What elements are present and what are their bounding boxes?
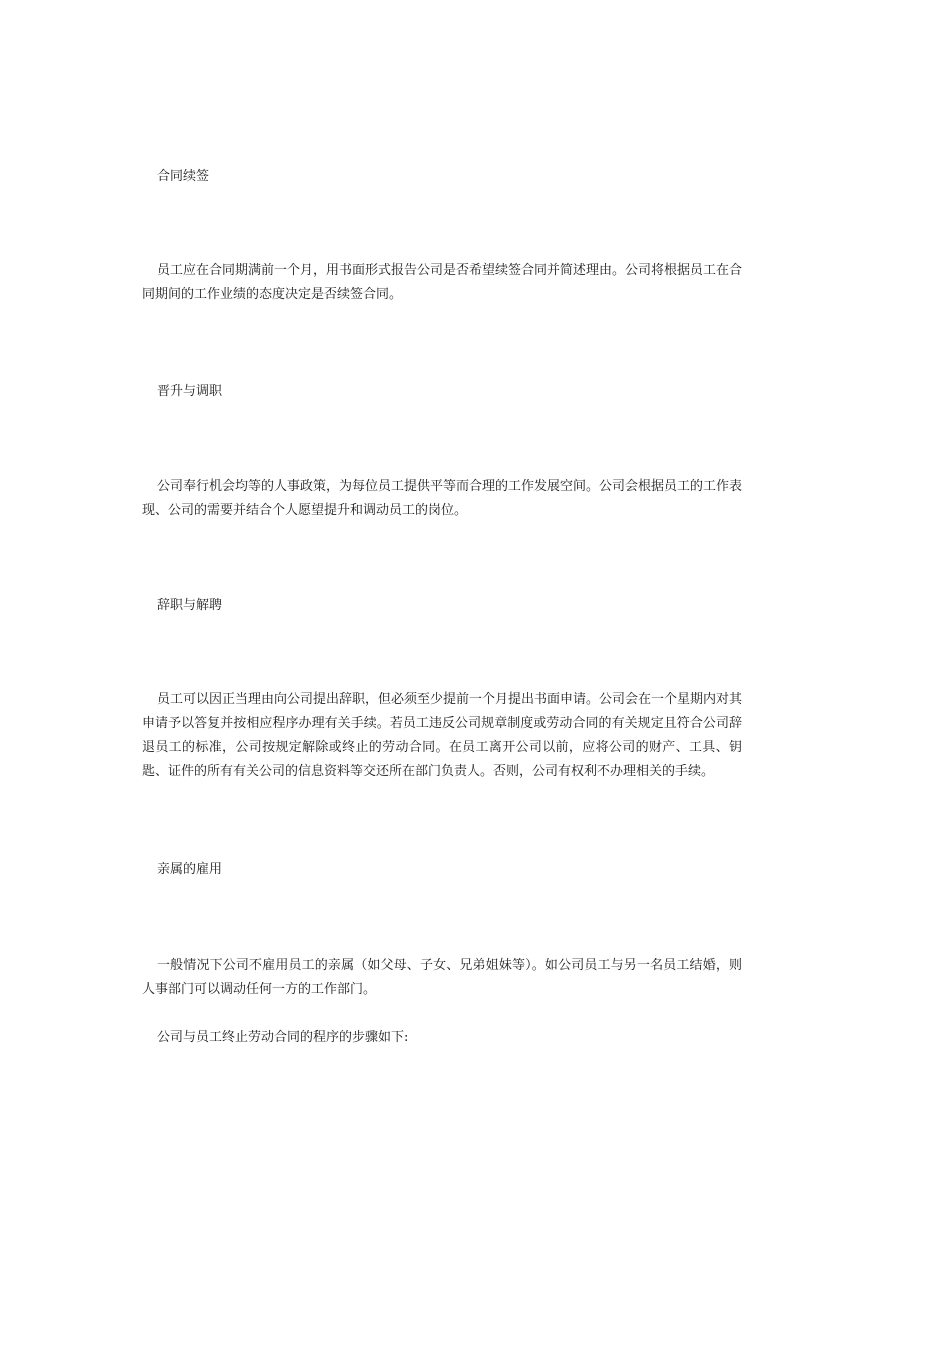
paragraph-resignation-dismissal: 员工可以因正当理由向公司提出辞职，但必须至少提前一个月提出书面申请。公司会在一个星期内对其申请予以答复并按相应程序办理有关手续。若员工违反公司规章制度或劳动合同的有关规定且符合公司辞退员工的标准，公司按规定解除或终止的劳动合同。在员工离开公司以前，应将公司的财产、工具、钥匙、证件的所有有关公司的信息资料等交还所在部门负责人。否则，公司有权利不办理相关的手续。: [142, 692, 743, 779]
paragraph-relative-employment: 一般情况下公司不雇用员工的亲属（如父母、子女、兄弟姐妹等）。如公司员工与另一名员工结婚，则人事部门可以调动任何一方的工作部门。: [142, 958, 742, 997]
closing-line: 公司与员工终止劳动合同的程序的步骤如下:: [157, 1030, 409, 1045]
paragraph-promotion-transfer: 公司奉行机会均等的人事政策，为每位员工提供平等而合理的工作发展空间。公司会根据员工的工作表现、公司的需要并结合个人愿望提升和调动员工的岗位。: [142, 479, 743, 518]
paragraph-contract-renewal: 员工应在合同期满前一个月，用书面形式报告公司是否希望续签合同并简述理由。公司将根据员工在合同期间的工作业绩的态度决定是否续签合同。: [142, 263, 743, 302]
heading-resignation-dismissal: 辞职与解聘: [157, 598, 223, 613]
heading-relative-employment: 亲属的雇用: [157, 862, 223, 877]
heading-promotion-transfer: 晋升与调职: [157, 384, 223, 399]
heading-contract-renewal: 合同续签: [157, 169, 210, 184]
